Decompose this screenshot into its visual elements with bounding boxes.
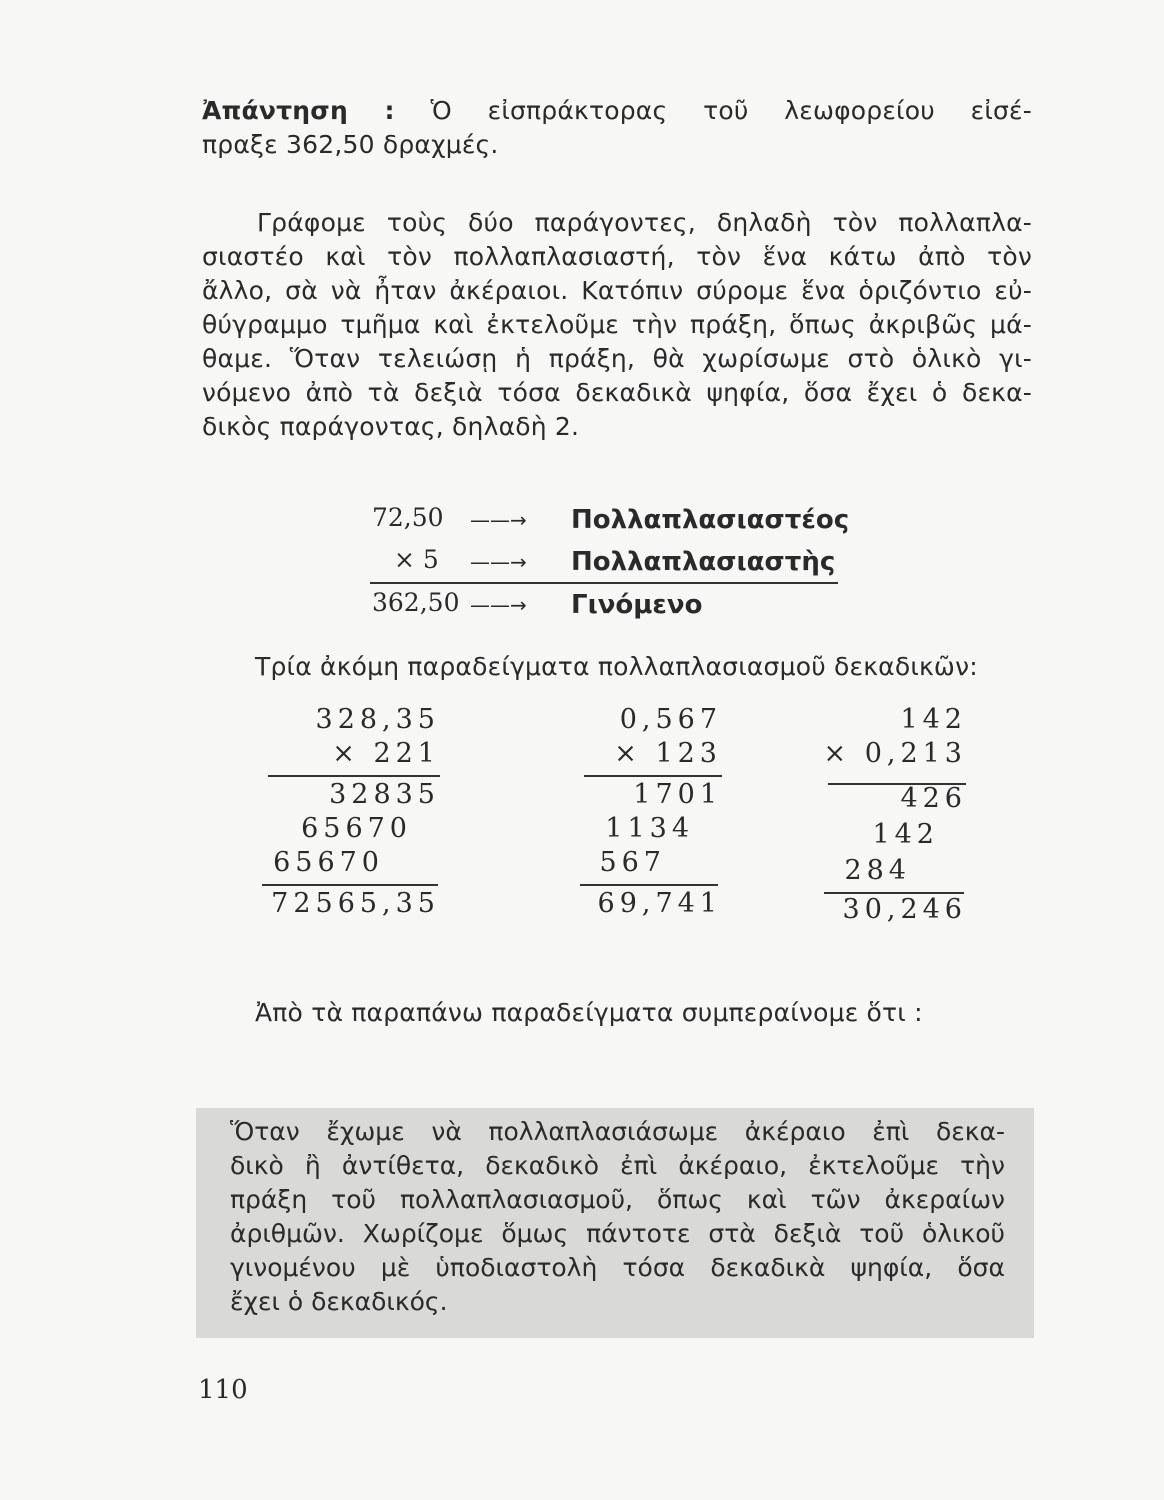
rule-box-text [230,1115,1005,1319]
explanation-line: ἄλλο, σὰ νὰ ἦταν ἀκέραιοι. Κατόπιν σύρομε ἕνα ὁριζόντιο εὐ- [202,276,1032,305]
explanation-line: θαμε. Ὅταν τελειώσῃ ἡ πράξη, θὰ χωρίσωμε στὸ ὁλικὸ γι- [202,344,1032,373]
answer-text-1: Ὁ εἰσπράκτορας τοῦ λεωφορείου εἰσέ- [430,96,1032,125]
ex1-partial-2: 65670 [301,813,412,844]
product-label: Γινόμενο [571,590,703,620]
answer-line-1 [202,94,1032,128]
multiplier-label: Πολλαπλασιαστὴς [571,547,836,577]
ex3-partial-3: 284 [844,855,911,886]
ex2-partial-3: 567 [599,847,666,878]
ex2-partial-1: 1701 [633,779,722,810]
rule-line: ἀριθμῶν. Χωρίζομε ὅμως πάντοτε στὰ δεξιὰ τοῦ ὁλικοῦ [230,1219,1005,1248]
rule-line: δικὸ ἢ ἀντίθετα, δεκαδικὸ ἐπὶ ἀκέραιο, ἐκτελοῦμε τὴν [230,1151,1005,1180]
ex2-rule [584,775,722,777]
explanation-line: σιαστέο καὶ τὸν πολλαπλασιαστή, τὸν ἕνα κάτω ἀπὸ τὸν [202,242,1032,271]
ex2-multiplier: × 123 [614,738,722,769]
ex3-multiplicand: 142 [900,704,967,735]
ex3-partial-1: 426 [900,783,967,814]
multiplicand-value: 72,50 [372,503,444,532]
answer-block [202,94,1032,162]
explanation-line: νόμενο ἀπὸ τὰ δεξιὰ τόσα δεκαδικὰ ψηφία, ὅσα ἔχει ὁ δεκα- [202,378,1032,407]
ex1-partial-3: 65670 [273,847,384,878]
ex1-multiplier: × 221 [332,738,440,769]
ex3-partial-2: 142 [872,819,939,850]
arrow-icon: ——→ [470,508,527,532]
rule-line: Ὅταν ἔχωμε νὰ πολλαπλασιάσωμε ἀκέραιο ἐπὶ δεκα- [230,1117,1005,1146]
ex2-result: 69,741 [597,888,722,919]
arrow-icon: ——→ [470,593,527,617]
ex3-result: 30,246 [842,894,967,925]
multiplicand-label: Πολλαπλασιαστέος [571,505,850,535]
ex2-rule [580,884,718,886]
ex1-rule [262,884,438,886]
conclusion-intro: Ἀπὸ τὰ παραπάνω παραδείγματα συμπεραίνομε ὅτι : [255,998,923,1027]
examples-intro: Τρία ἀκόμη παραδείγματα πολλαπλασιασμοῦ δεκαδικῶν: [255,652,978,681]
answer-line-2: πραξε 362,50 δραχμές. [202,130,499,159]
arrow-icon: ——→ [470,550,527,574]
page-number: 110 [198,1375,248,1405]
ex1-multiplicand: 328,35 [315,704,440,735]
ex2-partial-2: 1134 [605,813,694,844]
explanation-line: θύγραμμο τμῆμα καὶ ἐκτελοῦμε τὴν πράξη, ὅπως ἀκριβῶς μά- [202,310,1032,339]
explanation-line: Γράφομε τοὺς δύο παράγοντες, δηλαδὴ τὸν πολλαπλα- [257,208,1032,237]
ex3-multiplier: × 0,213 [823,738,967,769]
rule-line: πράξη τοῦ πολλαπλασιασμοῦ, ὅπως καὶ τῶν ἀκεραίων [230,1185,1005,1214]
product-rule [370,582,838,584]
answer-label: Ἀπάντηση : [202,96,395,125]
rule-line: ἔχει ὁ δεκαδικός. [230,1287,448,1316]
multiplier-value: × 5 [394,545,439,574]
explanation-line: δικὸς παράγοντας, δηλαδὴ 2. [202,412,580,441]
ex2-multiplicand: 0,567 [619,704,722,735]
explanation-paragraph [202,206,1032,444]
ex1-rule [268,775,440,777]
rule-line: γινομένου μὲ ὑποδιαστολὴ τόσα δεκαδικὰ ψηφία, ὅσα [230,1253,1005,1282]
ex1-partial-1: 32835 [329,779,440,810]
ex1-result: 72565,35 [271,888,440,919]
product-value: 362,50 [372,588,460,617]
